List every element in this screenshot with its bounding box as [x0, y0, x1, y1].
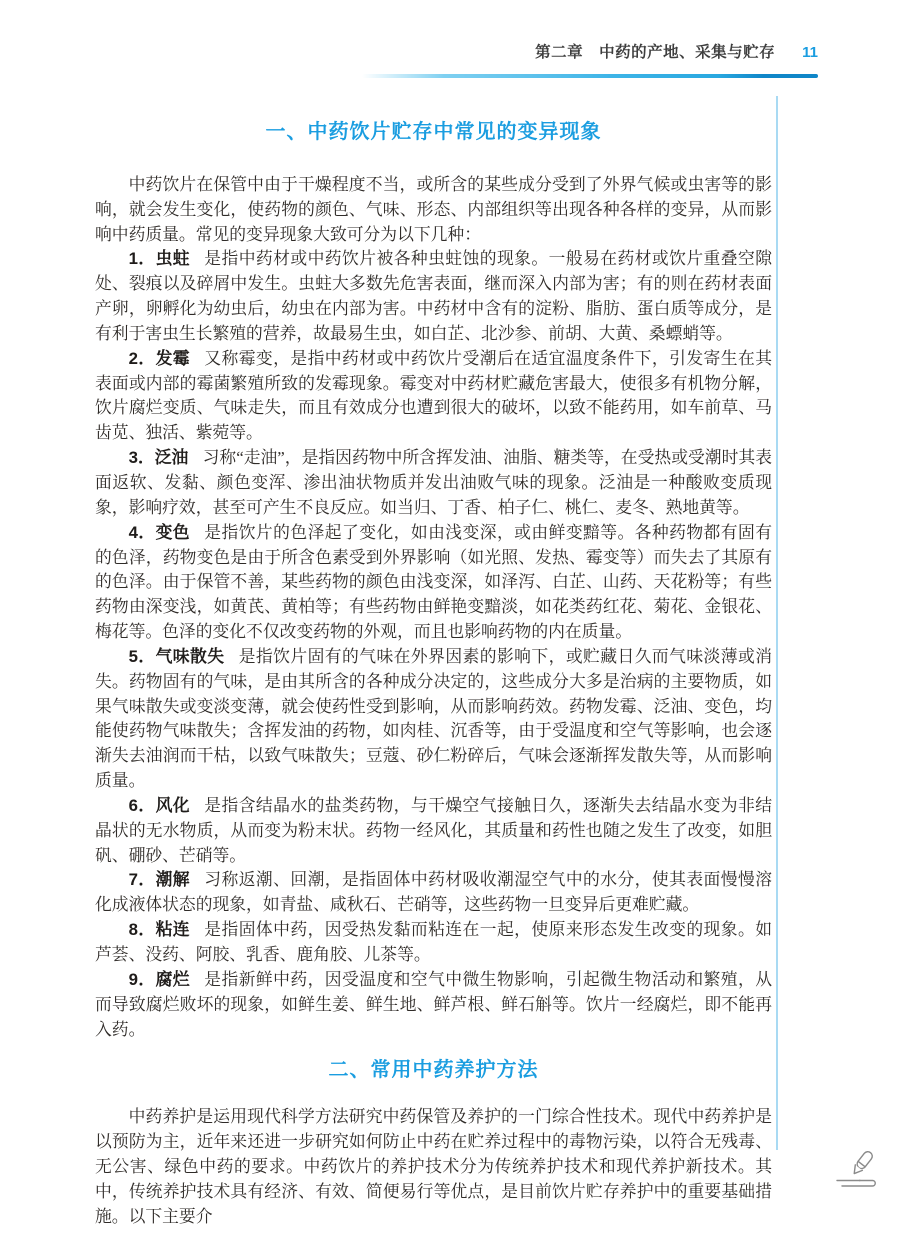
- variation-item-6: [95, 794, 772, 869]
- item-term: 8．粘连: [128, 920, 191, 940]
- variation-item-7: [95, 868, 772, 918]
- page-content: [95, 110, 772, 1229]
- section-1-title: 一、中药饮片贮存中常见的变异现象: [265, 121, 602, 143]
- variation-item-1: [95, 247, 772, 346]
- item-body: 习称返潮、回潮，是指固体中药材吸收潮湿空气中的水分，使其表面慢慢溶化成液体状态的现象，如青盐、咸秋石、芒硝等，这些药物一旦变异后更难贮藏。: [95, 870, 772, 915]
- item-body: 是指饮片的色泽起了变化，如由浅变深，或由鲜变黯等。各种药物都有固有的色泽，药物变色是由于所含色素受到外界影响（如光照、发热、霉变等）而失去了其原有的色泽。由于保管不善，某些药物的颜色由浅变深，如泽泻、白芷、山药、天花粉等；有些药物由深变浅，如黄芪、黄柏等；有些药物由鲜艳变黯淡，如花类药红花、菊花、金银花、梅花等。色泽的变化不仅改变药物的外观，而且也影响药物的内在质量。: [95, 522, 772, 642]
- item-body: 是指饮片固有的气味在外界因素的影响下，或贮藏日久而气味淡薄或消失。药物固有的气味，是由其所含的各种成分决定的，这些成分大多是治病的主要物质，如果气味散失或变淡变薄，就会使药性受到影响，从而影响药效。药物发霉、泛油、变色，均能使药物气味散失；含挥发油的药物，如肉桂、沉香等，由于受温度和空气等影响，也会逐渐失去油润而干枯，以致气味散失；豆蔻、砂仁粉碎后，气味会逐渐挥发散失等，从而影响质量。: [95, 646, 772, 791]
- variation-item-3: [95, 446, 772, 521]
- variation-item-4: [95, 521, 772, 645]
- section-maintenance: [95, 1058, 772, 1229]
- margin-rule-divider: [776, 96, 778, 1150]
- item-term: 6．风化: [128, 795, 191, 815]
- item-body: 是指固体中药，因受热发黏而粘连在一起，使原来形态发生改变的现象。如芦荟、没药、阿胶、乳香、鹿角胶、儿茶等。: [95, 920, 772, 964]
- header-rule-divider: [362, 74, 818, 78]
- variation-item-5: [95, 645, 772, 794]
- section-1-intro: 中药饮片在保管中由于干燥程度不当，或所含的某些成分受到了外界气候或虫害等的影响，就会发生变化，使药物的颜色、气味、形态、内部组织等出现各种各样的变异，从而影响中药质量。常见的变异现象大致可分为以下几种：: [95, 174, 772, 244]
- item-term: 1．虫蛀: [128, 249, 191, 269]
- section-2-intro: 中药养护是运用现代科学方法研究中药保管及养护的一门综合性技术。现代中药养护是以预防为主，近年来还进一步研究如何防止中药在贮养过程中的毒物污染，以符合无残毒、无公害、绿色中药的要求。中药饮片的养护技术分为传统养护技术和现代养护新技术。其中，传统养护技术具有经济、有效、简便易行等优点，是目前饮片贮存养护中的重要基础措施。以下主要介: [95, 1107, 772, 1226]
- item-term: 7．潮解: [128, 870, 191, 890]
- item-term: 2．发霉: [128, 348, 191, 368]
- item-term: 5．气味散失: [128, 646, 225, 666]
- section-2-title: 二、常用中药养护方法: [328, 1059, 539, 1082]
- item-body: 习称“走油”，是指因药物中所含挥发油、油脂、糖类等，在受热或受潮时其表面返软、发黏、颜色变浑、渗出油状物质并发出油败气味的现象。泛油是一种酸败变质现象，影响疗效，甚至可产生不良反应。如当归、丁香、柏子仁、桃仁、麦冬、熟地黄等。: [95, 448, 772, 517]
- variation-item-8: [95, 918, 772, 968]
- pen-icon: [832, 1146, 886, 1196]
- item-body: 是指中药材或中药饮片被各种虫蛀蚀的现象。一般易在药材或饮片重叠空隙处、裂痕以及碎屑中发生。虫蛀大多数先危害表面，继而深入内部为害；有的则在药材表面产卵，卵孵化为幼虫后，幼虫在内部为害。中药材中含有的淀粉、脂肪、蛋白质等成分，是有利于害虫生长繁殖的营养，故最易生虫，如白芷、北沙参、前胡、大黄、桑螵蛸等。: [95, 249, 772, 343]
- item-term: 3．泛油: [128, 448, 189, 468]
- item-term: 9．腐烂: [128, 969, 191, 989]
- item-body: 是指新鲜中药，因受温度和空气中微生物影响，引起微生物活动和繁殖，从而导致腐烂败坏的现象，如鲜生姜、鲜生地、鲜芦根、鲜石斛等。饮片一经腐烂，即不能再入药。: [95, 969, 772, 1039]
- chapter-title: 第二章 中药的产地、采集与贮存: [535, 44, 776, 61]
- item-term: 4．变色: [128, 522, 191, 542]
- variation-item-9: [95, 968, 772, 1043]
- page-number: 11: [802, 44, 818, 61]
- variation-item-2: [95, 347, 772, 446]
- running-head: [535, 40, 818, 62]
- item-body: 是指含结晶水的盐类药物，与干燥空气接触日久，逐渐失去结晶水变为非结晶状的无水物质，从而变为粉末状。药物一经风化，其质量和药性也随之发生了改变，如胆矾、硼砂、芒硝等。: [95, 795, 772, 865]
- item-body: 又称霉变，是指中药材或中药饮片受潮后在适宜温度条件下，引发寄生在其表面或内部的霉菌繁殖所致的发霉现象。霉变对中药材贮藏危害最大，使很多有机物分解，饮片腐烂变质、气味走失，而且有效成分也遭到很大的破坏，以致不能药用，如车前草、马齿苋、独活、紫菀等。: [95, 348, 772, 443]
- section-variations: [95, 120, 772, 1042]
